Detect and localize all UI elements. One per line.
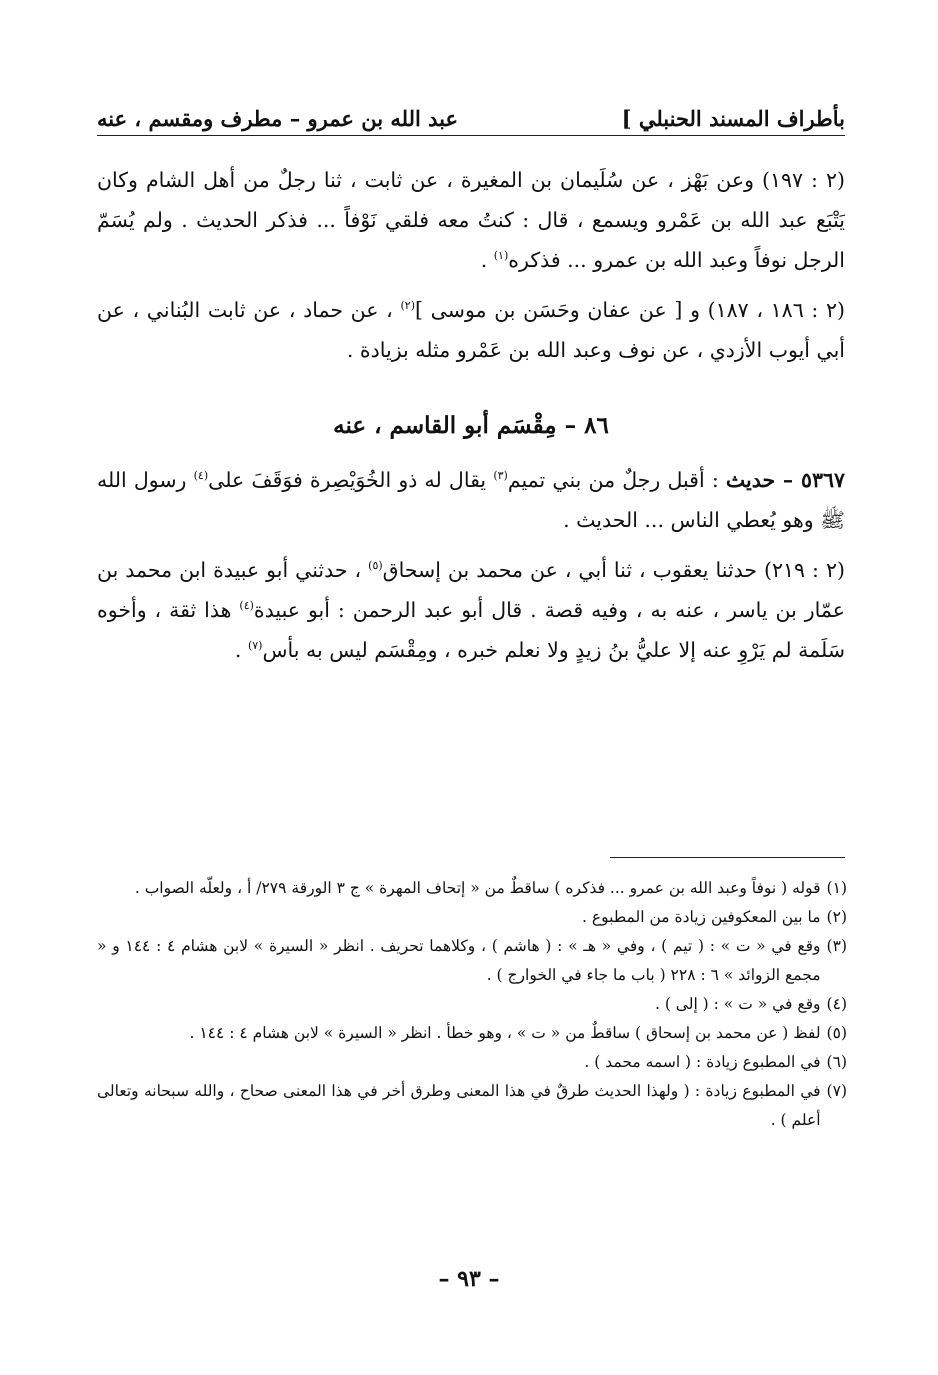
footnote-item (97, 903, 847, 932)
footnote-ref[interactable]: (٤) (239, 599, 254, 613)
header-chapter-title: عبد الله بن عمرو – مطرف ومقسم ، عنه (97, 106, 459, 131)
footnote-item (97, 1077, 847, 1135)
text-line: (٢ : ١٩٧) وعن بَهْز ، عن سُلَيمان بن المغيرة ، عن ثابت ، ثنا رجلٌ من أهل الشام (145, 168, 845, 192)
footnote-ref[interactable]: (٥) (368, 559, 383, 573)
text-line: هذا ثقة ، وأخوه سَلَمة لم يَرْوِ عنه إلا عليُّ بنُ زيدٍ ولا نعلم خبره ، ومِقْسَم ليس به (97, 598, 845, 662)
hadith-entry (97, 460, 845, 540)
text-line: ، حدثني أبو عبيدة (213, 558, 362, 582)
running-header (97, 98, 845, 136)
footnote-ref[interactable]: (١) (493, 249, 509, 263)
text-line: (٢ : ٢١٩) حدثنا يعقوب ، ثنا أبي ، عن محمد بن إسحاق (382, 558, 845, 582)
footnote-item (97, 874, 847, 903)
text-line: . (234, 638, 242, 662)
footnote-text: وقع في « ت » : ( تيم ) ، وفي « هـ » : ( هاشم ) ، وكلاهما تحريف . انظر « السيرة » لابن هشام ٤ : ١٤٤ و « مجمع الزوائد » ٦ : ٢٢٨ ( باب ما جاء في الخوارج ) . (97, 937, 821, 984)
footnotes (97, 874, 847, 1135)
text-line: (٢ : ١٨٦ ، ١٨٧) و [ عن عفان وحَسَن بن موسى ] (415, 298, 845, 322)
footnote-number: (٣) (826, 937, 847, 955)
main-text (97, 160, 845, 680)
footnote-ref[interactable]: (٢) (400, 299, 416, 313)
footnote-ref[interactable]: (٣) (493, 469, 508, 483)
text-line: ، عن حماد ، عن ثابت (207, 298, 393, 322)
text-line: ولم يُسَمّ الرجل نوفاً وعبد الله بن عمرو ... فذكره (97, 208, 845, 272)
footnote-text: لفظ ( عن محمد بن إسحاق ) ساقطٌ من « ت » ، وهو خطأ . انظر « السيرة » لابن هشام ٤ : ١٤٤ . (189, 1024, 821, 1042)
paragraph-1 (97, 160, 845, 280)
footnote-number: (٢) (826, 908, 847, 926)
footnote-number: (٤) (826, 995, 847, 1013)
section-title: ٨٦ – مِقْسَم أبو القاسم ، عنه (333, 412, 609, 439)
footnote-item (97, 1019, 847, 1048)
footnote-separator (610, 857, 845, 858)
paragraph-3 (97, 550, 845, 670)
footnote-number: (٧) (826, 1082, 847, 1100)
footnote-item (97, 1048, 847, 1077)
text-line: البُناني ، عن أبي أيوب الأزدي ، عن نوف وعبد الله بن عَمْرو مثله بزيادة . (97, 298, 845, 362)
footnote-item (97, 990, 847, 1019)
text-line: يقال له ذو الخُوَيْصِرة فوَقَفَ على (208, 468, 487, 492)
footnote-text: في المطبوع زيادة : ( ولهذا الحديث طرقٌ في هذا المعنى وطرق أخر في هذا المعنى صحاح ، والله سبحانه وتعالى أعلم ) . (97, 1082, 821, 1129)
footnote-ref[interactable]: (٧) (247, 639, 263, 653)
footnote-text: قوله ( نوفاً وعبد الله بن عمرو ... فذكره ) ساقطٌ من « إتحاف المهرة » ج ٣ الورقة ٢٧٩/ أ ، ولعلّه الصواب . (134, 879, 821, 897)
text-line: وكان يَتْبَع عبد الله بن عَمْرو ويسمع ، قال : كنتُ معه فلقي نَوْفاً ... فذكر الحديث . (97, 168, 845, 232)
text-line: : أقبل رجلٌ من بني تميم (507, 468, 719, 492)
footnote-ref[interactable]: (٤) (193, 469, 209, 483)
header-book-title: بأطراف المسند الحنبلي ] (621, 106, 845, 131)
text-line: . (480, 248, 488, 272)
footnote-item (97, 932, 847, 990)
footnote-text: وقع في « ت » : ( إلى ) . (654, 995, 821, 1013)
footnote-number: (١) (826, 879, 847, 897)
text-line: رسول الله ﷺ وهو يُعطي الناس ... الحديث . (97, 468, 845, 532)
hadith-number: ٥٣٦٧ – حديث (725, 468, 845, 492)
footnote-number: (٦) (826, 1053, 847, 1071)
footnote-text: ما بين المعكوفين زيادة من المطبوع . (582, 908, 821, 926)
footnote-text: في المطبوع زيادة : ( اسمه محمد ) . (584, 1053, 821, 1071)
footnote-number: (٥) (826, 1024, 847, 1042)
paragraph-2 (97, 290, 845, 370)
page-number: – ٩٣ – (438, 1266, 500, 1292)
text-line: ابن محمد بن عمّار بن ياسر ، عنه به ، وفيه قصة . قال أبو عبد الرحمن : أبو عبيدة (97, 558, 845, 622)
text-line: بأس (262, 638, 300, 662)
